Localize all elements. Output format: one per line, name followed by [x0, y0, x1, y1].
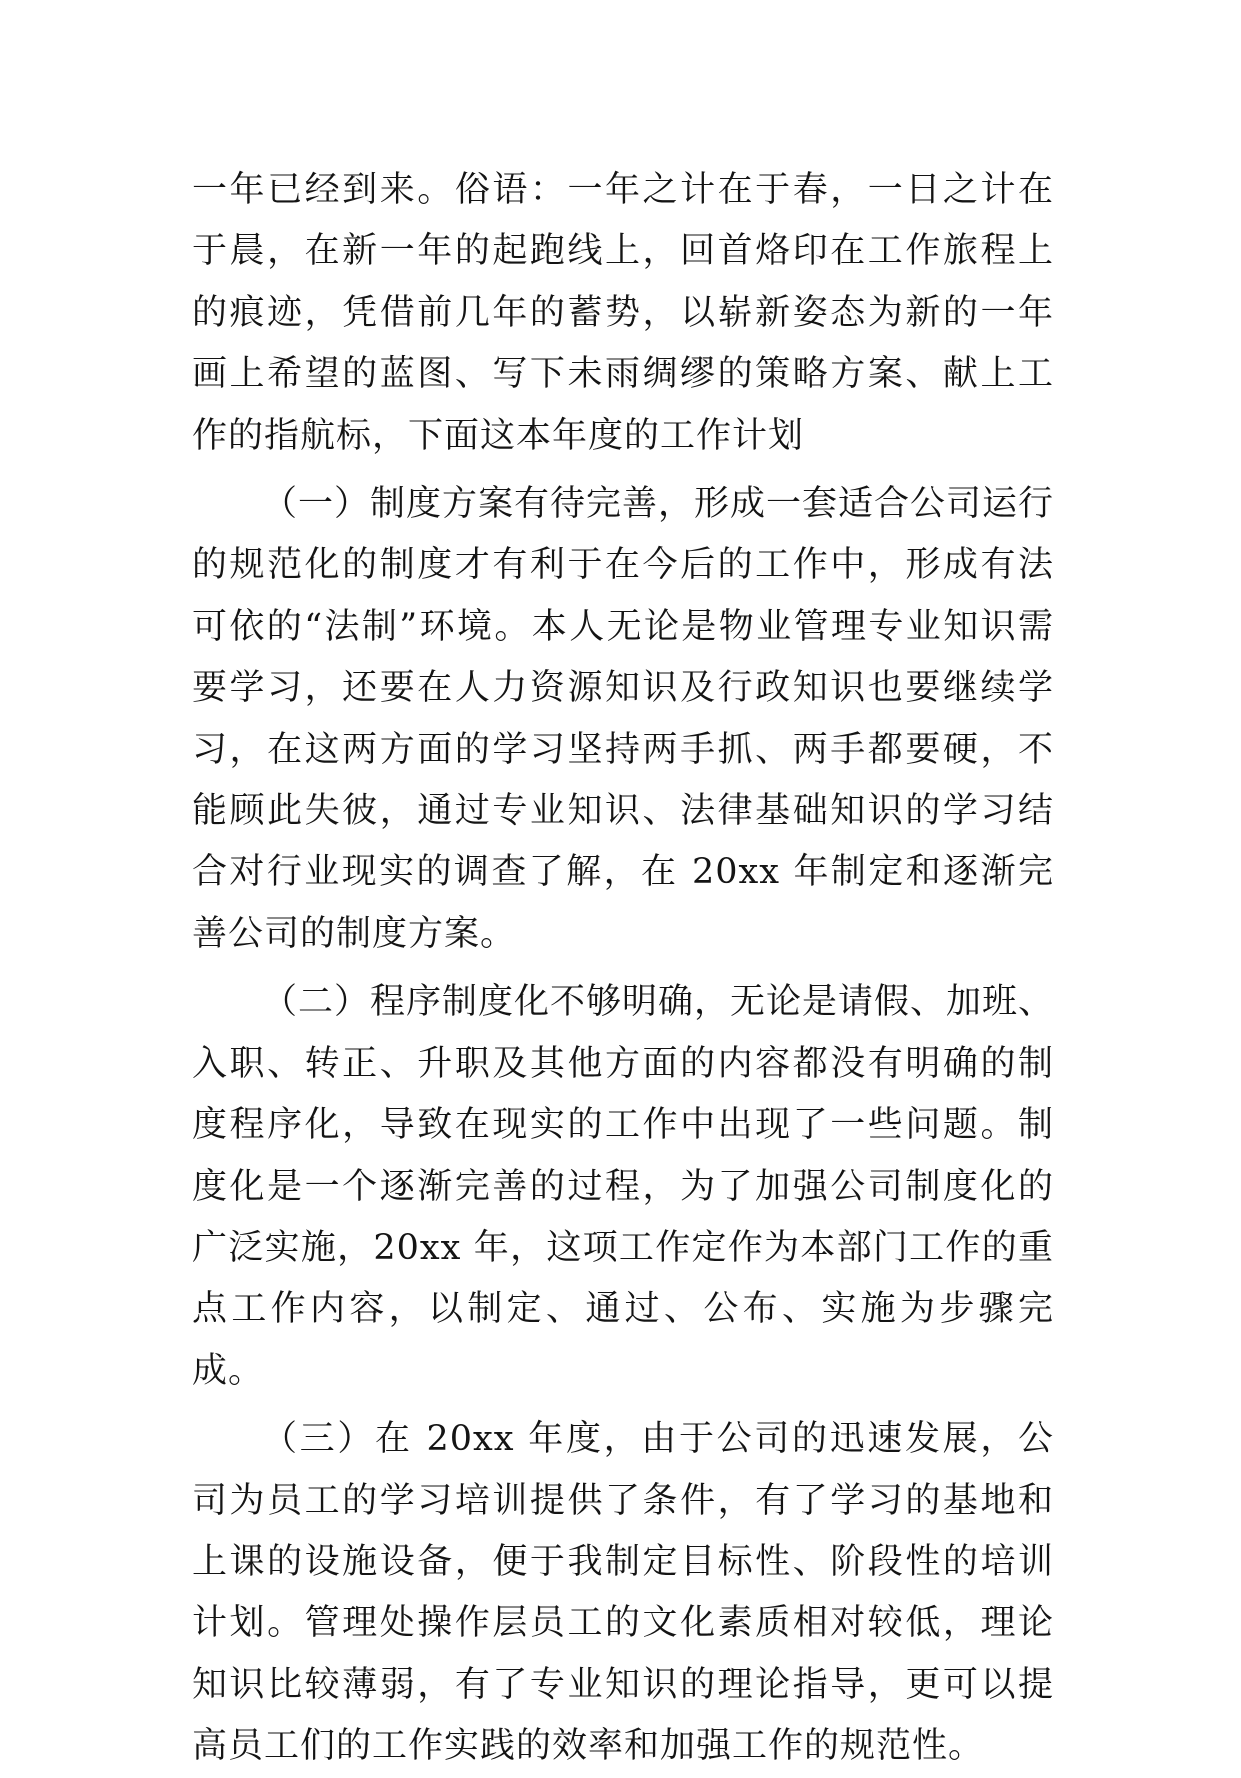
document-body: [192, 160, 1054, 1778]
paragraph-item-1: （一）制度方案有待完善，形成一套适合公司运行的规范化的制度才有利于在今后的工作中，形成有法可依的“法制”环境。本人无论是物业管理专业知识需要学习，还要在人力资源知识及行政知识也要继续学习，在这两方面的学习坚持两手抓、两手都要硬，不能顾此失彼，通过专业知识、法律基础知识的学习结合对行业现实的调查了解，在 20xx 年制定和逐渐完善公司的制度方案。: [192, 484, 1055, 954]
intro-paragraph: 一年已经到来。俗语：一年之计在于春，一日之计在于晨，在新一年的起跑线上，回首烙印在工作旅程上的痕迹，凭借前几年的蓄势，以崭新姿态为新的一年画上希望的蓝图、写下未雨绸缪的策略方案、献上工作的指航标，下面这本年度的工作计划: [192, 170, 1054, 456]
paragraph-item-2: （二）程序制度化不够明确，无论是请假、加班、入职、转正、升职及其他方面的内容都没有明确的制度程序化，导致在现实的工作中出现了一些问题。制度化是一个逐渐完善的过程，为了加强公司制度化的广泛实施，20xx 年，这项工作定作为本部门工作的重点工作内容，以制定、通过、公布、实施为步骤完成。: [192, 982, 1055, 1391]
paragraph-item-3: （三）在 20xx 年度，由于公司的迅速发展，公司为员工的学习培训提供了条件，有了学习的基地和上课的设施设备，便于我制定目标性、阶段性的培训计划。管理处操作层员工的文化素质相对较低，理论知识比较薄弱，有了专业知识的理论指导，更可以提高员工们的工作实践的效率和加强工作的规范性。: [192, 1419, 1054, 1767]
